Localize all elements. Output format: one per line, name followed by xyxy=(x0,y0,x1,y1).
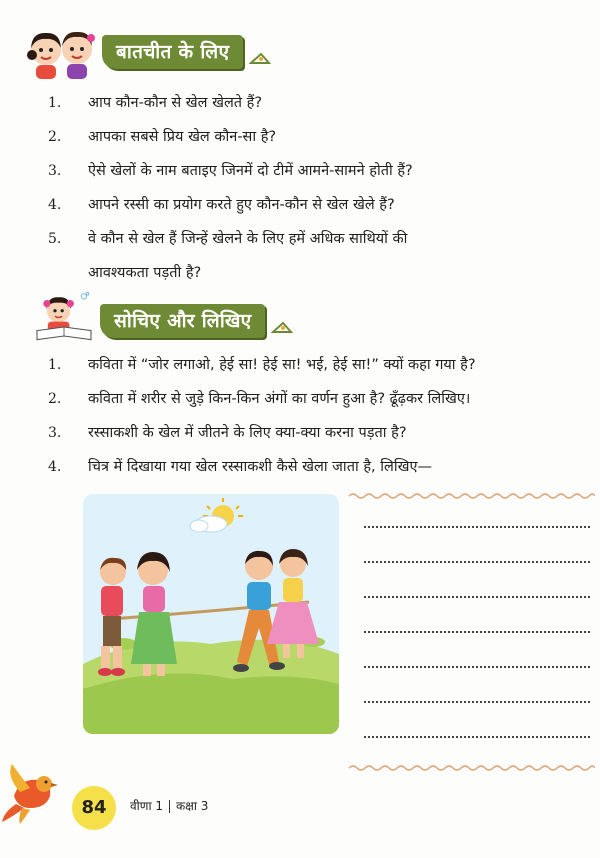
answer-line[interactable] xyxy=(364,561,590,563)
answer-line[interactable] xyxy=(364,631,590,633)
question-item: 4. चित्र में दिखाया गया खेल रस्साकशी कैसे खेला जाता है, लिखिए— xyxy=(48,459,432,475)
banner-arrow-icon xyxy=(249,52,271,64)
answer-line[interactable] xyxy=(364,526,590,528)
book-title: वीणा 1 xyxy=(130,799,164,813)
decorative-border-bottom xyxy=(349,764,595,772)
answer-line[interactable] xyxy=(364,666,590,668)
banner-arrow-icon xyxy=(271,321,293,333)
section-banner xyxy=(100,303,293,339)
decorative-border-top xyxy=(349,492,595,500)
tug-of-war-scene xyxy=(83,494,339,734)
question-item: 2. कविता में शरीर से जुड़े किन-किन अंगों का वर्णन हुआ है? ढूँढ़कर लिखिए। xyxy=(48,391,471,407)
page-number: 84 xyxy=(72,786,116,830)
section-header-think-write xyxy=(28,288,293,348)
question-item: 3. ऐसे खेलों के नाम बताइए जिनमें दो टीमें आमने-सामने होती हैं? xyxy=(48,163,413,179)
class-label: कक्षा 3 xyxy=(176,799,209,813)
book-info xyxy=(130,797,208,814)
question-item: 4. आपने रस्सी का प्रयोग करते हुए कौन-कौन से खेल खेले हैं? xyxy=(48,197,395,213)
question-item: 3. रस्साकशी के खेल में जीतने के लिए क्या-क्या करना पड़ता है? xyxy=(48,425,407,441)
question-item: 2. आपका सबसे प्रिय खेल कौन-सा है? xyxy=(48,129,277,145)
tug-of-war-illustration xyxy=(83,494,339,734)
section-header-discussion xyxy=(22,22,271,82)
section-title: बातचीत के लिए xyxy=(102,35,243,69)
two-children-icon xyxy=(22,22,102,82)
question-item: 5. वे कौन से खेल हैं जिन्हें खेलने के लिए हमें अधिक साथियों की आवश्यकता पड़ती है? xyxy=(48,231,408,281)
answer-line[interactable] xyxy=(364,736,590,738)
divider xyxy=(169,800,170,813)
discussion-questions xyxy=(0,86,568,290)
question-item: 1. कविता में “जोर लगाओ, हेई सा! हेई सा! भई, हेई सा!” क्यों कहा गया है? xyxy=(48,357,476,373)
section-title: सोचिए और लिखिए xyxy=(100,304,265,338)
bird-icon xyxy=(0,756,70,826)
section-banner xyxy=(102,34,271,70)
question-item: 1. आप कौन-कौन से खेल खेलते हैं? xyxy=(48,95,263,111)
think-write-questions xyxy=(0,348,568,484)
answer-line[interactable] xyxy=(364,596,590,598)
child-reading-icon xyxy=(28,288,100,348)
answer-line[interactable] xyxy=(364,701,590,703)
